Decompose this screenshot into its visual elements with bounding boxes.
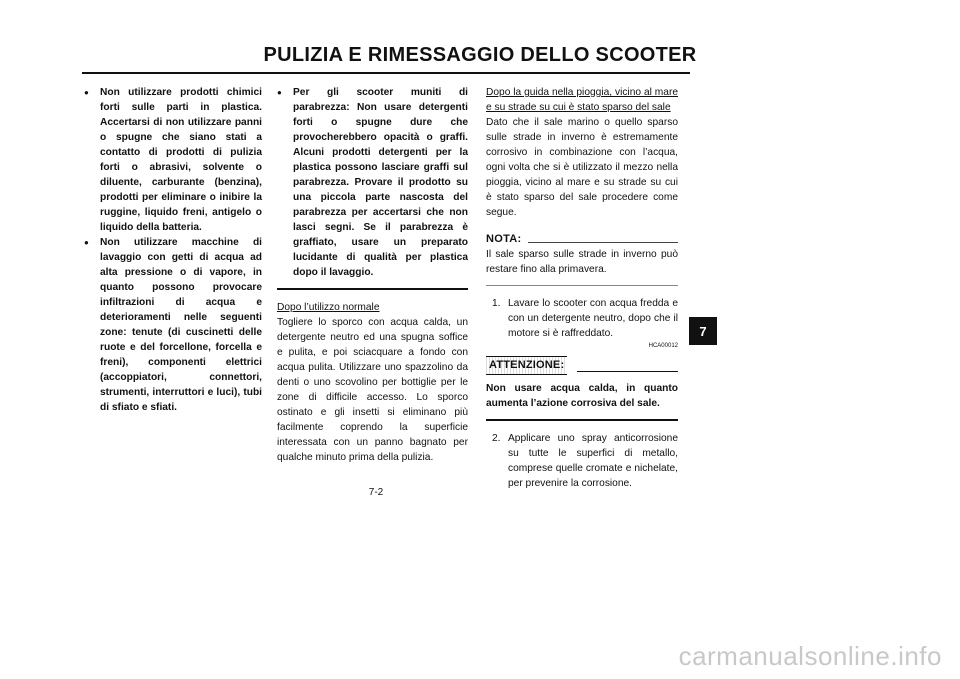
attention-badge: ATTENZIONE: <box>486 356 567 375</box>
attention-line <box>577 371 678 372</box>
column-1 <box>84 85 262 415</box>
note-header <box>486 232 678 247</box>
attention-end-rule <box>486 419 678 421</box>
column-2 <box>277 85 468 465</box>
chapter-tab: 7 <box>689 317 717 345</box>
step-2-text: Applicare uno spray anticorrosione su tutte le superfici di metallo, comprese quelle cromate e nichelate, per prevenire la corrosione. <box>508 432 678 489</box>
salt-paragraph: Dato che il sale marino o quello sparso sulle strade in inverno è estremamente corrosivo in combinazione con l’acqua, ogni volta che si è utilizzato il mezzo nella pioggia, vicino al mare e su strade su cui è stato sparso del sale procedere come segue. <box>486 117 678 218</box>
attention-header <box>486 356 678 375</box>
title-rule <box>82 72 690 74</box>
note-label: NOTA: <box>486 233 522 245</box>
note-line <box>528 242 678 243</box>
column-3 <box>486 85 678 491</box>
attention-text: Non usare acqua calda, in quanto aumenta l’azione corrosiva del sale. <box>486 383 678 409</box>
step-1 <box>486 296 678 341</box>
page-title: PULIZIA E RIMESSAGGIO DELLO SCOOTER <box>263 44 697 66</box>
normal-use-heading: Dopo l’utilizzo normale <box>277 301 380 313</box>
watermark: carmanualsonline.info <box>678 641 942 671</box>
windshield-bullet: ● Per gli scooter muniti di parabrezza: Non usare detergenti forti o spugne dure che provocherebbero opacità o graffi. Alcuni prodotti detergenti per la plastica possono lasciare graffi sul parabrezza. Provare il prodotto su una piccola parte nascosta del parabrezza per accertarsi che non lasci segni. Se il parabrezza è graffiato, usare un preparato lucidante di qualità per plastica dopo il lavaggio. <box>277 85 468 280</box>
warning-bullet-1: ● Non utilizzare prodotti chimici forti sulle parti in plastica. Accertarsi di non utilizzare panni o spugne che siano stati a contatto di prodotti di pulizia forti o abrasivi, solvente o diluente, carburante (benzina), prodotti per eliminare o inibire la ruggine, liquido freni, antigelo o liquido della batteria. <box>84 85 262 235</box>
normal-use-paragraph: Togliere lo sporco con acqua calda, un detergente neutro ed una spugna soffice e pulita, e poi sciacquare a fondo con acqua pulita. Utilizzare uno spazzolino da denti o uno scovolino per bottiglie per le zone di difficile accesso. Lo sporco ostinato e gli insetti si eliminano più facilmente coprendo la superficie interessata con un panno bagnato per qualche minuto prima della pulizia. <box>277 316 468 463</box>
step-2-number: 2. <box>492 432 501 444</box>
page-number: 7-2 <box>368 487 384 498</box>
warning-bullet-2: ● Non utilizzare macchine di lavaggio con getti di acqua ad alta pressione o di vapore, in quanto possono provocare infiltrazioni di acqua e deterioramenti nelle seguenti zone: tenute (di cuscinetti delle ruote e del forcellone, forcella e freni), componenti elettrici (accoppiatori, connettori, strumenti, interruttori e luci), tubi di sfiato e sfiati. <box>84 235 262 415</box>
note-text: Il sale sparso sulle strade in inverno può restare fino alla primavera. <box>486 249 678 275</box>
caution-end-rule <box>277 288 468 290</box>
note-end-rule <box>486 285 678 286</box>
salt-heading: Dopo la guida nella pioggia, vicino al mare e su strade su cui è stato sparso del sale <box>486 87 678 113</box>
step-1-text: Lavare lo scooter con acqua fredda e con un detergente neutro, dopo che il motore si è raffreddato. <box>508 298 678 339</box>
attention-code: HCA00012 <box>648 343 678 349</box>
step-1-number: 1. <box>492 298 501 309</box>
step-2 <box>486 431 678 491</box>
